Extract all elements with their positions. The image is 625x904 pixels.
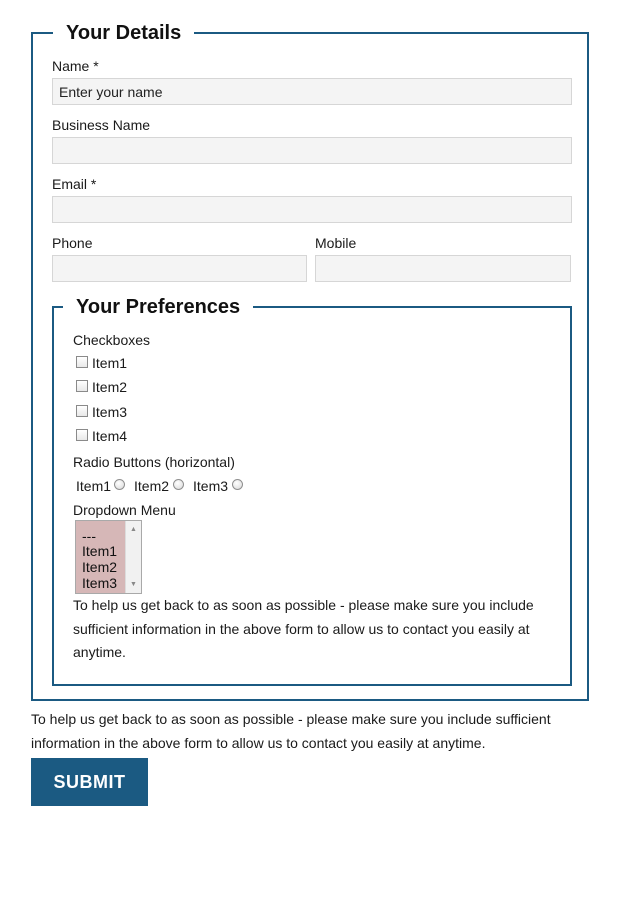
mobile-label: Mobile	[315, 235, 357, 251]
checkbox-item3[interactable]	[76, 405, 88, 417]
radio-item3[interactable]	[232, 479, 243, 490]
dropdown-option-item1[interactable]: Item1	[82, 543, 118, 559]
dropdown-option-blank[interactable]: ---	[82, 528, 96, 544]
radio-buttons-label: Radio Buttons (horizontal)	[73, 454, 235, 470]
your-details-legend: Your Details	[66, 22, 182, 44]
radio-item1-label: Item1	[76, 478, 112, 494]
checkbox-item2[interactable]	[76, 380, 88, 392]
radio-item1[interactable]	[114, 479, 125, 490]
name-label: Name *	[52, 58, 99, 74]
checkbox-item1[interactable]	[76, 356, 88, 368]
business-name-label: Business Name	[52, 117, 151, 133]
radio-item3-label: Item3	[193, 478, 229, 494]
preferences-help-text: To help us get back to as soon as possible - please make sure you include sufficient information in the above form to allow us to contact you easily at anytime.	[73, 597, 534, 660]
phone-label: Phone	[52, 235, 93, 251]
radio-item2[interactable]	[173, 479, 184, 490]
scroll-up-arrow-icon[interactable]: ▲	[130, 526, 137, 533]
email-label: Email *	[52, 176, 97, 192]
radio-item2-label: Item2	[134, 478, 170, 494]
listbox-scrollbar[interactable]	[125, 521, 141, 593]
checkbox-item1-label: Item1	[92, 355, 128, 371]
scroll-down-arrow-icon[interactable]: ▼	[130, 581, 137, 588]
dropdown-option-item3[interactable]: Item3	[82, 575, 118, 591]
phone-input[interactable]	[52, 255, 307, 282]
your-preferences-legend: Your Preferences	[76, 296, 241, 318]
dropdown-menu-listbox[interactable]	[75, 520, 142, 594]
checkbox-item2-label: Item2	[92, 379, 128, 395]
checkbox-item4-label: Item4	[92, 428, 128, 444]
name-input[interactable]	[52, 78, 572, 105]
checkbox-item4[interactable]	[76, 429, 88, 441]
checkbox-item3-label: Item3	[92, 404, 128, 420]
email-input[interactable]	[52, 196, 572, 223]
dropdown-option-item2[interactable]: Item2	[82, 559, 118, 575]
submit-button[interactable]: SUBMIT	[31, 758, 148, 806]
mobile-input[interactable]	[315, 255, 571, 282]
business-name-input[interactable]	[52, 137, 572, 164]
dropdown-menu-label: Dropdown Menu	[73, 502, 176, 518]
form-help-text: To help us get back to as soon as possible - please make sure you include sufficient information in the above form to allow us to contact you easily at anytime.	[31, 711, 551, 751]
checkboxes-label: Checkboxes	[73, 332, 151, 348]
